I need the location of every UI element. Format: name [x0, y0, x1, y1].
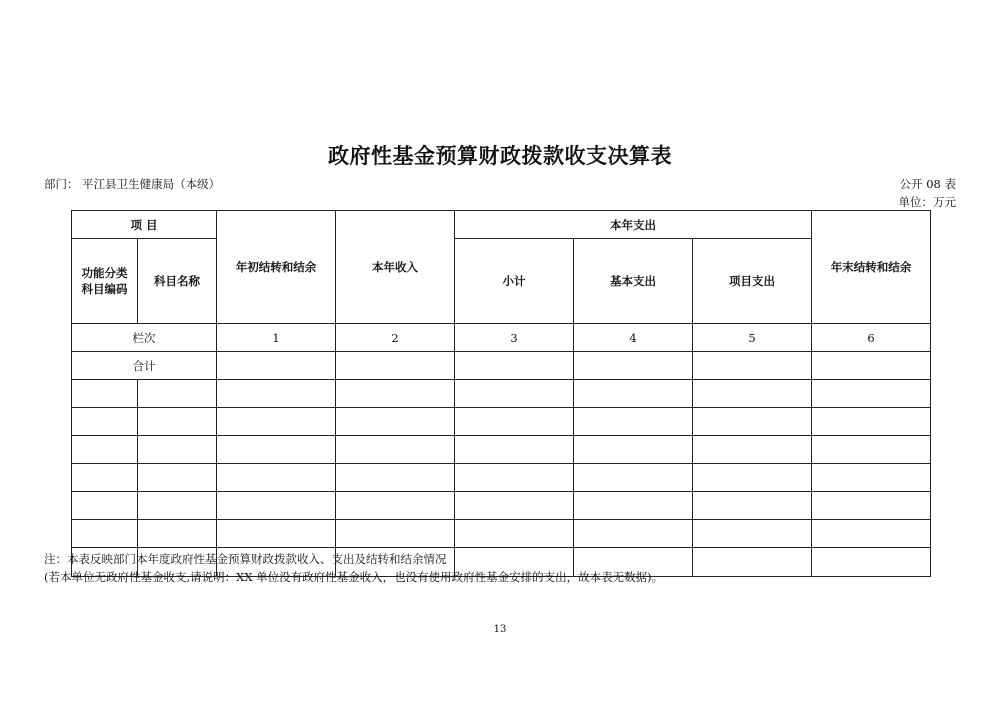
table-cell — [812, 408, 931, 436]
page-number: 13 — [493, 624, 507, 635]
table-cell — [138, 408, 217, 436]
table-cell — [336, 464, 455, 492]
table-cell — [138, 464, 217, 492]
table-cell — [72, 380, 138, 408]
table-cell — [574, 380, 693, 408]
table-row — [72, 492, 931, 520]
header-func-code — [72, 239, 138, 324]
table-row — [72, 408, 931, 436]
total-row — [72, 352, 931, 380]
table-cell — [812, 464, 931, 492]
table-cell — [217, 492, 336, 520]
table-cell — [217, 436, 336, 464]
table-row — [72, 436, 931, 464]
table-cell — [693, 352, 812, 380]
header-expenditure: 本年支出 — [455, 211, 812, 239]
header-item: 项 目 — [72, 211, 217, 239]
header-basic: 基本支出 — [574, 239, 693, 324]
table-row — [72, 464, 931, 492]
table-cell — [812, 520, 931, 548]
row-index-label: 栏次 — [72, 324, 217, 352]
table-cell — [812, 436, 931, 464]
col-num-2: 2 — [336, 324, 455, 352]
table-cell — [812, 548, 931, 577]
table-code: 公开 08 表 — [899, 177, 956, 191]
table-row — [72, 380, 931, 408]
table-cell — [138, 492, 217, 520]
table-cell — [693, 548, 812, 577]
table-cell — [138, 520, 217, 548]
note-line-2: (若本单位无政府性基金收支,请说明：XX 单位没有政府性基金收入，也没有使用政府性基金安排的支出，故本表无数据)。 — [44, 570, 664, 584]
table-cell — [217, 520, 336, 548]
table-cell — [72, 464, 138, 492]
header-project: 项目支出 — [693, 239, 812, 324]
table-cell — [812, 380, 931, 408]
table-cell — [336, 520, 455, 548]
table-cell — [693, 380, 812, 408]
table-cell — [336, 408, 455, 436]
table-cell — [217, 352, 336, 380]
note-line-1: 注：本表反映部门本年度政府性基金预算财政拨款收入、支出及结转和结余情况 — [44, 552, 447, 566]
table-cell — [72, 408, 138, 436]
table-cell — [693, 436, 812, 464]
header-subtotal: 小计 — [455, 239, 574, 324]
col-num-4: 4 — [574, 324, 693, 352]
col-num-6: 6 — [812, 324, 931, 352]
table-cell — [217, 408, 336, 436]
table-cell — [574, 352, 693, 380]
page-title: 政府性基金预算财政拨款收支决算表 — [328, 144, 672, 168]
table-cell — [812, 352, 931, 380]
table-cell — [455, 492, 574, 520]
header-end-balance: 年末结转和结余 — [812, 211, 931, 324]
table-cell — [72, 520, 138, 548]
table-cell — [336, 380, 455, 408]
table-cell — [455, 436, 574, 464]
table-cell — [336, 492, 455, 520]
table-cell — [138, 436, 217, 464]
header-func-code-line1: 功能分类 — [81, 266, 128, 280]
table-cell — [455, 352, 574, 380]
col-num-1: 1 — [217, 324, 336, 352]
table-cell — [574, 492, 693, 520]
table-cell — [72, 436, 138, 464]
table-cell — [217, 464, 336, 492]
table-cell — [72, 492, 138, 520]
table-row — [72, 520, 931, 548]
table-cell — [574, 464, 693, 492]
table-cell — [455, 408, 574, 436]
col-num-5: 5 — [693, 324, 812, 352]
table-cell — [693, 464, 812, 492]
table-cell — [574, 520, 693, 548]
header-begin-balance: 年初结转和结余 — [217, 211, 336, 324]
header-income: 本年收入 — [336, 211, 455, 324]
table-cell — [693, 408, 812, 436]
table-cell — [574, 436, 693, 464]
table-cell — [574, 408, 693, 436]
table-cell — [138, 380, 217, 408]
table-cell — [455, 380, 574, 408]
table-cell — [693, 520, 812, 548]
department-label: 部门： 平江县卫生健康局（本级） — [44, 177, 221, 191]
table-cell — [217, 380, 336, 408]
table-cell — [693, 492, 812, 520]
table-cell — [336, 436, 455, 464]
table-cell — [455, 520, 574, 548]
col-num-3: 3 — [455, 324, 574, 352]
header-subject-name: 科目名称 — [138, 239, 217, 324]
total-label: 合计 — [72, 352, 217, 380]
table-cell — [812, 492, 931, 520]
table-cell — [336, 352, 455, 380]
budget-table — [71, 210, 931, 577]
header-func-code-line2: 科目编码 — [81, 282, 128, 296]
table-cell — [455, 464, 574, 492]
unit-label: 单位：万元 — [898, 195, 956, 209]
